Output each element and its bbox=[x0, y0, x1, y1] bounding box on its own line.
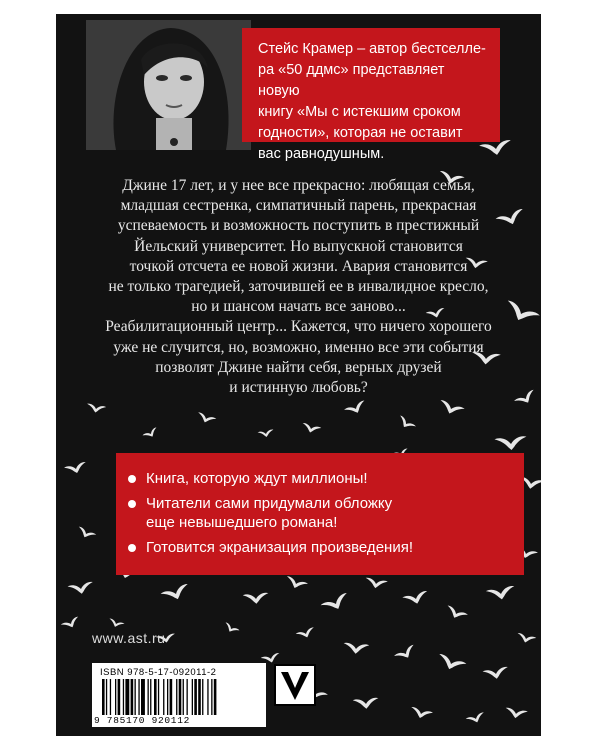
description-line: точкой отсчета ее новой жизни. Авария становится bbox=[129, 257, 468, 275]
bird-silhouette-icon bbox=[223, 622, 240, 636]
bird-silhouette-icon bbox=[61, 616, 82, 631]
bird-silhouette-icon bbox=[466, 712, 487, 726]
description-line: но и шансом начать все заново... bbox=[191, 298, 406, 316]
description-line: позволят Джине найти себя, верных друзей bbox=[155, 358, 442, 376]
bird-silhouette-icon bbox=[516, 633, 537, 645]
feature-item bbox=[128, 469, 514, 488]
bullet-icon bbox=[128, 544, 136, 552]
author-photo bbox=[86, 20, 251, 150]
bird-silhouette-icon bbox=[494, 436, 527, 451]
description-line: не только трагедией, заточившей ее в инвалидное кресло, bbox=[108, 278, 489, 296]
bird-silhouette-icon bbox=[67, 581, 94, 595]
bird-silhouette-icon bbox=[396, 415, 416, 432]
feature-item bbox=[128, 538, 514, 557]
bird-silhouette-icon bbox=[436, 653, 467, 674]
bird-silhouette-icon bbox=[502, 300, 540, 328]
bird-silhouette-icon bbox=[86, 403, 106, 414]
bird-silhouette-icon bbox=[160, 583, 191, 604]
author-intro-box bbox=[242, 28, 500, 162]
bird-silhouette-icon bbox=[258, 429, 275, 438]
bullet-icon bbox=[128, 500, 136, 508]
feature-line: Книга, которую ждут миллионы! bbox=[146, 470, 368, 487]
author-intro-line: ра «50 ддмс» представляет новую bbox=[258, 62, 445, 99]
publisher-v-logo-icon bbox=[274, 664, 316, 706]
feature-line: Готовится экранизация произведения! bbox=[146, 539, 413, 556]
bird-silhouette-icon bbox=[301, 423, 322, 435]
author-intro-line: вас равнодушным. bbox=[258, 146, 385, 162]
author-intro-line: книгу «Мы с истекшим сроком bbox=[258, 104, 461, 120]
isbn-digits: 9 785170 920112 bbox=[94, 715, 191, 726]
bird-silhouette-icon bbox=[344, 400, 368, 418]
bird-silhouette-icon bbox=[320, 592, 351, 615]
author-intro-line: годности», которая не оставит bbox=[258, 125, 463, 141]
bird-silhouette-icon bbox=[353, 698, 379, 710]
bird-silhouette-icon bbox=[107, 618, 124, 629]
bird-silhouette-icon bbox=[243, 593, 269, 605]
bird-silhouette-icon bbox=[142, 427, 159, 441]
feature-line: еще невышедшего романа! bbox=[146, 514, 338, 531]
book-back-cover bbox=[56, 14, 541, 736]
description-line: Реабилитационный центр... Кажется, что ничего хорошего bbox=[105, 318, 492, 336]
description-line: Йельский университет. Но выпускной становится bbox=[134, 237, 463, 255]
feature-item bbox=[128, 494, 514, 532]
bird-silhouette-icon bbox=[364, 577, 388, 590]
bird-silhouette-icon bbox=[196, 412, 217, 426]
bird-silhouette-icon bbox=[296, 627, 317, 641]
description-line: уже не случится, но, возможно, именно все эти события bbox=[113, 338, 484, 356]
bird-silhouette-icon bbox=[409, 707, 433, 721]
bird-silhouette-icon bbox=[504, 707, 528, 720]
features-box bbox=[116, 453, 524, 575]
bird-silhouette-icon bbox=[284, 576, 308, 592]
bird-silhouette-icon bbox=[76, 526, 97, 541]
barcode-icon bbox=[102, 679, 258, 715]
bird-silhouette-icon bbox=[482, 666, 509, 680]
description-line: и истинную любовь? bbox=[229, 379, 368, 397]
publisher-website: www.ast.ru bbox=[92, 630, 166, 646]
author-intro-line: Стейс Крамер – автор бестселле- bbox=[258, 41, 486, 57]
bird-silhouette-icon bbox=[444, 605, 468, 623]
description-line: Джине 17 лет, и у нее все прекрасно: любящая семья, bbox=[122, 177, 475, 194]
logo-letter: V bbox=[294, 684, 296, 685]
bird-silhouette-icon bbox=[64, 462, 88, 476]
bullet-icon bbox=[128, 475, 136, 483]
bird-silhouette-icon bbox=[394, 644, 418, 663]
description-line: успеваемость и возможность поступить в престижный bbox=[117, 217, 480, 235]
feature-line: Читатели сами придумали обложку bbox=[146, 495, 393, 512]
isbn-label: ISBN 978-5-17-092011-2 bbox=[100, 667, 217, 678]
book-description bbox=[96, 176, 501, 398]
bird-silhouette-icon bbox=[437, 400, 465, 418]
bird-silhouette-icon bbox=[486, 586, 516, 602]
bird-silhouette-icon bbox=[402, 590, 429, 606]
isbn-barcode-block bbox=[92, 663, 266, 727]
bird-silhouette-icon bbox=[343, 643, 369, 655]
description-line: младшая сестренка, симпатичный парень, прекрасная bbox=[120, 197, 477, 215]
bird-silhouette-icon bbox=[514, 389, 538, 408]
